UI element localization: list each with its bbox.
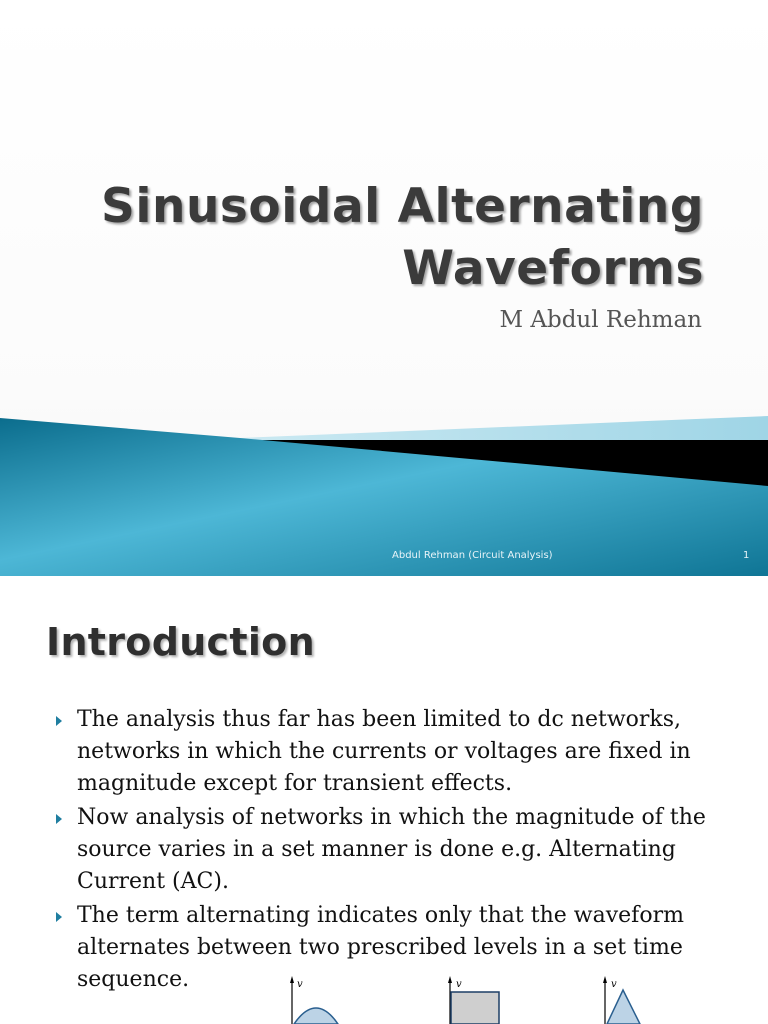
title-line-1: Sinusoidal Alternating [101,179,704,234]
triangular-waveform [603,976,640,1024]
decorative-banner [0,410,768,576]
banner-light-stripe [240,416,768,440]
bullet-text: The analysis thus far has been limited to dc networks, networks in which the currents or voltages are fixed in magnitude except for transient effects. [77,707,691,796]
title-line-2: Waveforms [402,241,704,296]
triangle-bullet-icon [56,716,62,726]
bullet-list [54,704,744,998]
axis-label-v: v [611,979,617,990]
slide-heading: Introduction [46,620,315,664]
square-waveform [448,976,499,1024]
waveform-figures [280,974,660,1024]
content-slide [0,576,768,1024]
axis-label-v: v [297,979,303,990]
bullet-item [54,704,744,800]
bullet-text: The term alternating indicates only that the waveform alternates between two prescribed levels in a set time sequence. [77,903,684,992]
bullet-text: Now analysis of networks in which the magnitude of the source varies in a set manner is done e.g. Alternating Current (AC). [77,805,706,894]
sine-waveform [290,976,338,1024]
author-name: M Abdul Rehman [499,307,702,333]
triangle-bullet-icon [56,912,62,922]
bullet-item [54,802,744,898]
slide-title [24,176,704,300]
axis-label-v: v [456,979,462,990]
triangle-bullet-icon [56,814,62,824]
slide-footer: Abdul Rehman (Circuit Analysis) [392,550,553,561]
slide-number: 1 [743,550,750,561]
